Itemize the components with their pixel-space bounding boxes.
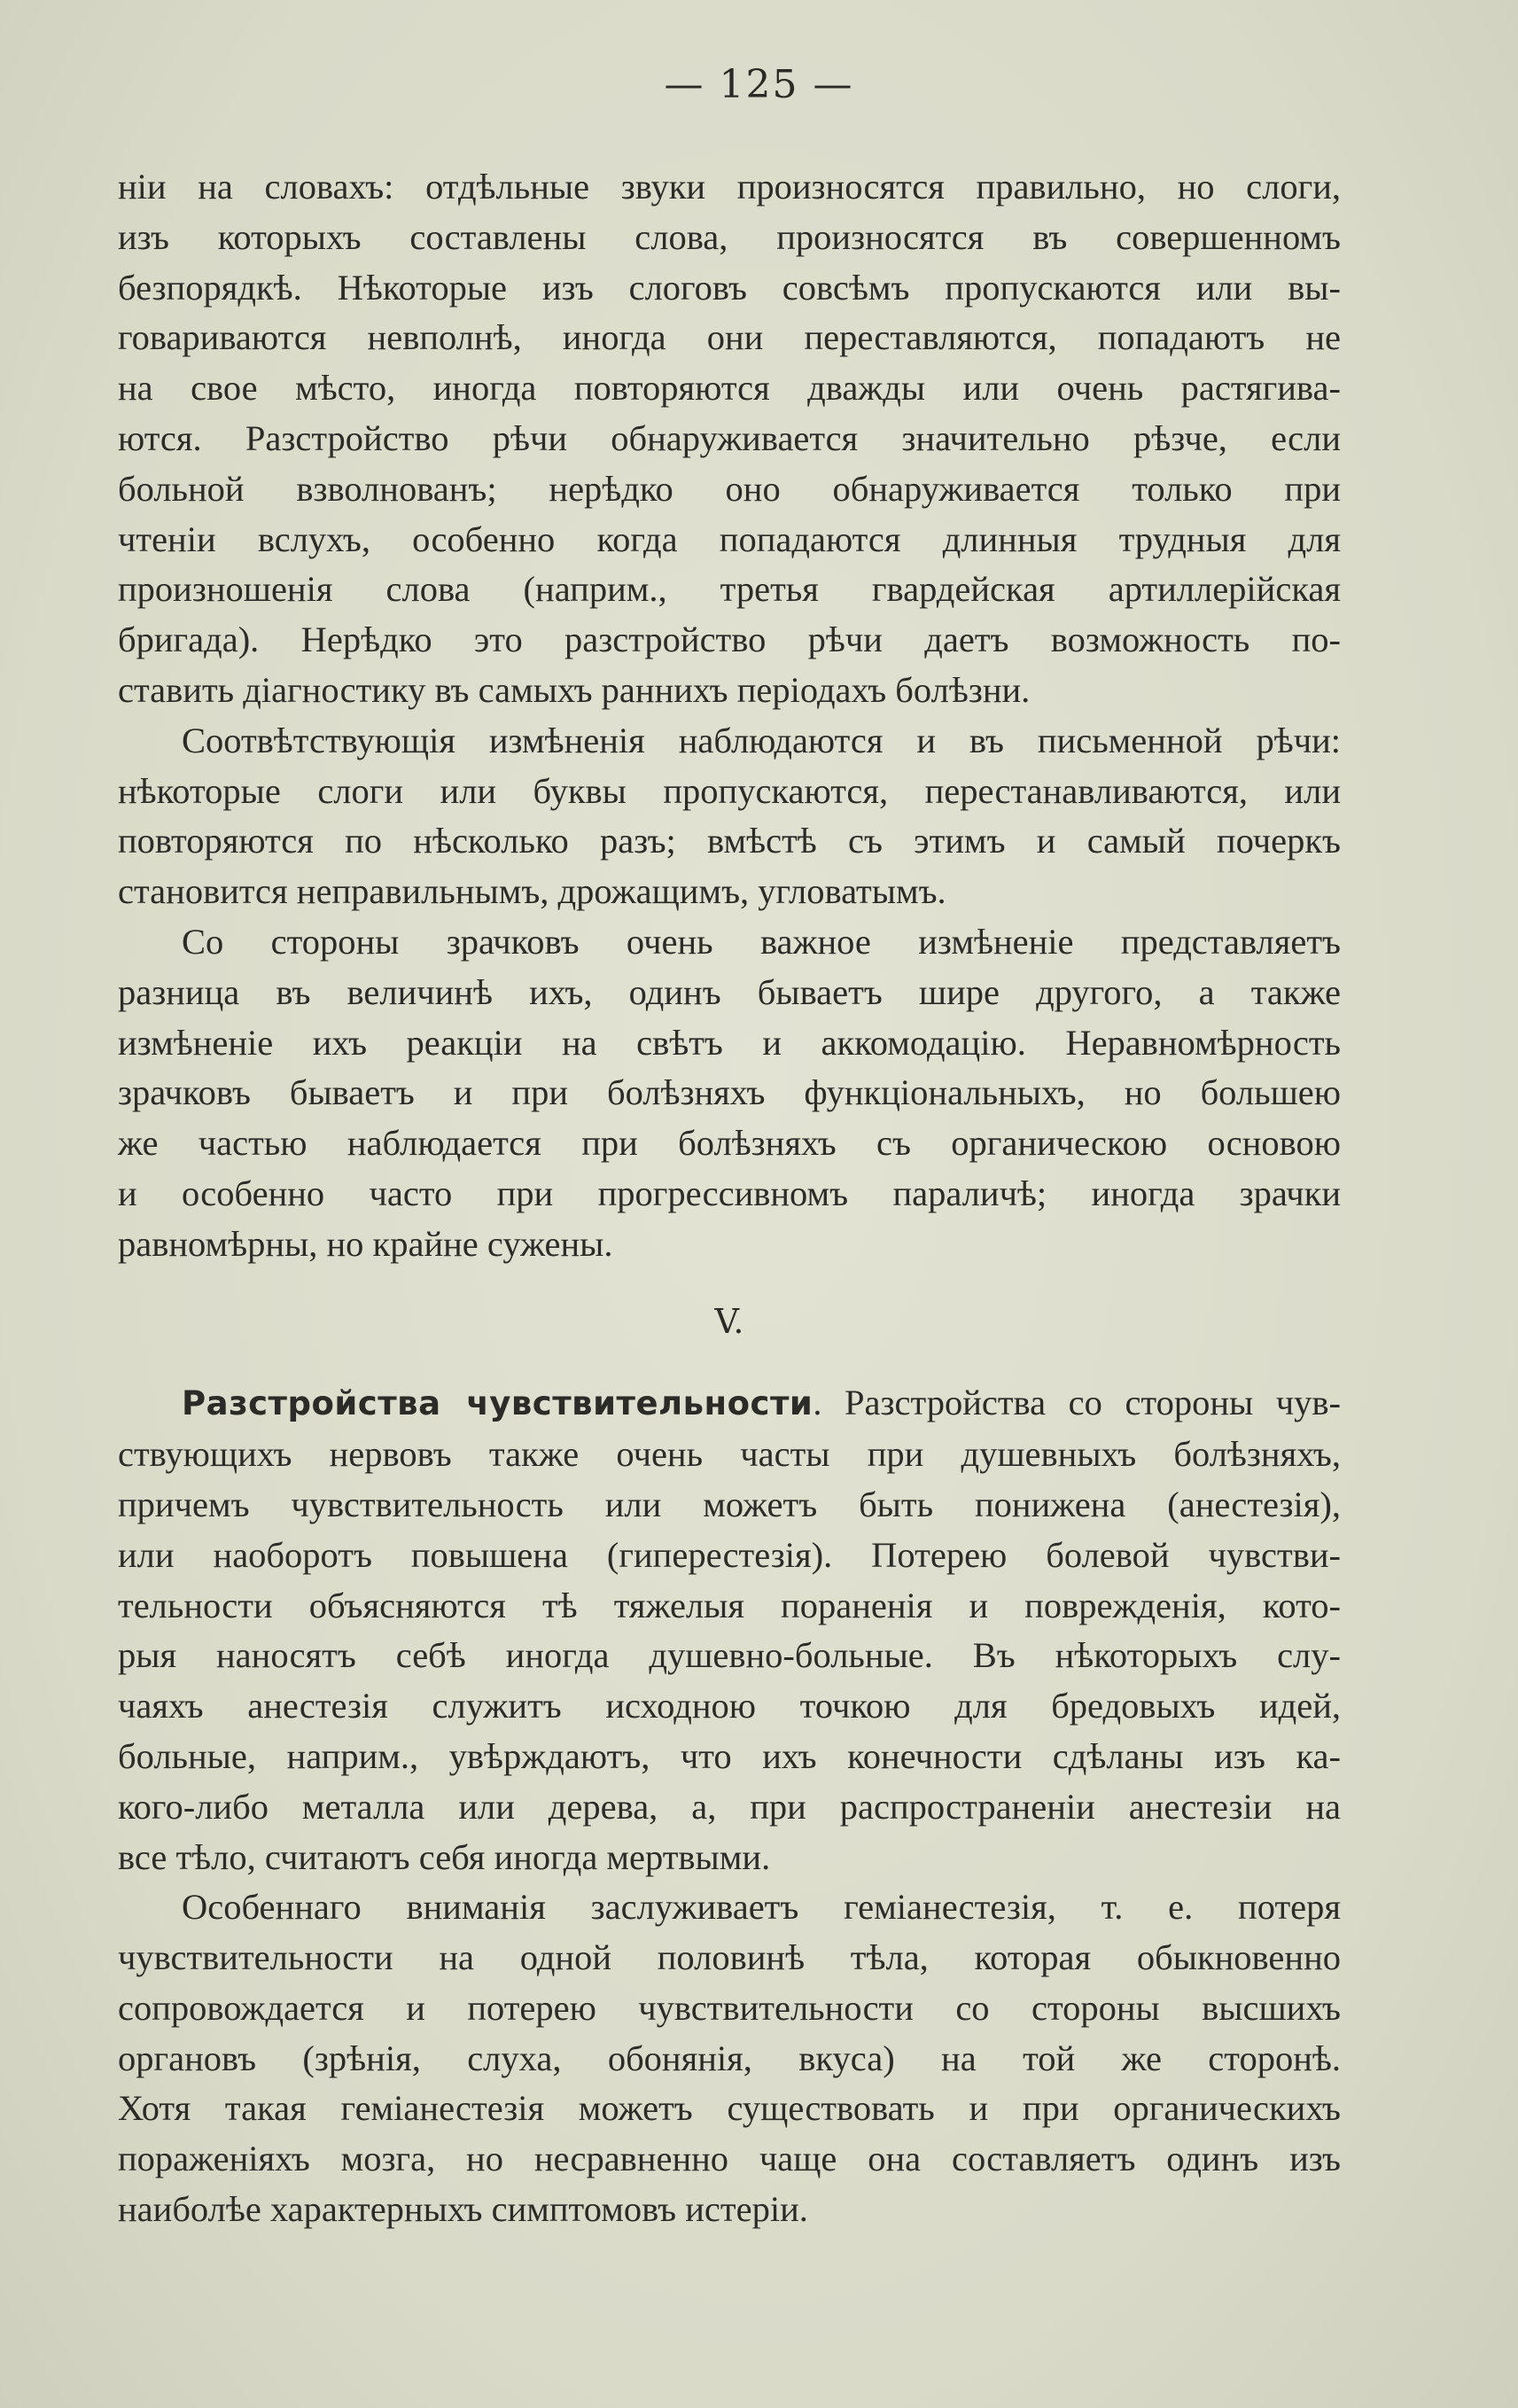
- paragraph-2: [118, 716, 1341, 917]
- text-line: кого-либо металла или дерева, а, при распространеніи анестезіи на: [118, 1786, 1341, 1827]
- text-line: безпорядкѣ. Нѣкоторые изъ слоговъ совсѣмъ пропускаются или вы-: [118, 267, 1341, 308]
- text-line: чтеніи вслухъ, особенно когда попадаются длинныя трудныя для: [118, 518, 1341, 559]
- section-paragraph-1: [118, 1378, 1341, 1882]
- text-line: [118, 1378, 1341, 1430]
- text-line: нѣкоторые слоги или буквы пропускаются, перестанавливаются, или: [118, 770, 1341, 811]
- text-line: чаяхъ анестезія служитъ исходною точкою для бредовыхъ идей,: [118, 1686, 1341, 1726]
- text-line: и особенно часто при прогрессивномъ параличѣ; иногда зрачки: [118, 1173, 1341, 1213]
- text-line: повторяются по нѣсколько разъ; вмѣстѣ съ этимъ и самый почеркъ: [118, 821, 1341, 861]
- text-line: зрачковъ бываетъ и при болѣзняхъ функціональныхъ, но большею: [118, 1072, 1341, 1113]
- text-line: измѣненіе ихъ реакціи на свѣтъ и аккомодацію. Неравномѣрность: [118, 1022, 1341, 1063]
- text-line: сопровождается и потерею чувствительности со стороны высшихъ: [118, 1987, 1341, 2028]
- text-line: ются. Разстройство рѣчи обнаруживается значительно рѣзче, если: [118, 417, 1341, 458]
- text-line: Со стороны зрачковъ очень важное измѣненіе представляетъ: [182, 921, 1341, 962]
- text-line: пораженіяхъ мозга, но несравненно чаще она составляетъ одинъ изъ: [118, 2139, 1341, 2179]
- text-line: ставить діагностику въ самыхъ раннихъ періодахъ болѣзни.: [118, 669, 1031, 710]
- bold-lead-term: Разстройства чувствительности: [182, 1384, 813, 1423]
- text-line: изъ которыхъ составлены слова, произносятся въ совершенномъ: [118, 216, 1341, 257]
- text-line: чувствительности на одной половинѣ тѣла, которая обыкновенно: [118, 1937, 1341, 1978]
- text-line: произношенія слова (наприм., третья гвардейская артиллерійская: [118, 569, 1341, 610]
- text-line: причемъ чувствительность или можетъ быть понижена (анестезія),: [118, 1484, 1341, 1524]
- text-line: больной взволнованъ; нерѣдко оно обнаруживается только при: [118, 468, 1341, 509]
- line-continuation: . Разстройства со стороны чув-: [813, 1383, 1342, 1423]
- text-line: больные, наприм., увѣрждаютъ, что ихъ конечности сдѣланы изъ ка-: [118, 1735, 1341, 1776]
- text-line: наиболѣе характерныхъ симптомовъ истеріи.: [118, 2189, 808, 2230]
- paragraph-3: [118, 917, 1341, 1270]
- text-line: все тѣло, считаютъ себя иногда мертвыми.: [118, 1836, 771, 1877]
- text-line: становится неправильнымъ, дрожащимъ, угловатымъ.: [118, 871, 946, 912]
- text-line: бригада). Нерѣдко это разстройство рѣчи даетъ возможность по-: [118, 620, 1341, 660]
- text-line: тельности объясняются тѣ тяжелыя пораненія и поврежденія, кото-: [118, 1585, 1341, 1625]
- text-line: Соотвѣтствующія измѣненія наблюдаются и въ письменной рѣчи:: [182, 720, 1341, 760]
- text-line: равномѣрны, но крайне сужены.: [118, 1223, 613, 1264]
- text-line: говариваются невполнѣ, иногда они переставляются, попадаютъ не: [118, 317, 1341, 358]
- text-line: Хотя такая геміанестезія можетъ существовать и при органическихъ: [118, 2088, 1341, 2129]
- paragraph-1: [118, 162, 1341, 716]
- text-line: на свое мѣсто, иногда повторяются дважды или очень растягива-: [118, 368, 1341, 409]
- text-line: рыя наносятъ себѣ иногда душевно-больные. Въ нѣкоторыхъ слу-: [118, 1635, 1341, 1676]
- text-line: разница въ величинѣ ихъ, одинъ бываетъ шире другого, а также: [118, 971, 1341, 1012]
- section-heading: V.: [714, 1301, 744, 1341]
- text-line: же частью наблюдается при болѣзняхъ съ органическою основою: [118, 1123, 1341, 1164]
- text-line: ніи на словахъ: отдѣльные звуки произносятся правильно, но слоги,: [118, 167, 1341, 207]
- text-line: ствующихъ нервовъ также очень часты при душевныхъ болѣзняхъ,: [118, 1434, 1341, 1475]
- body-text: [118, 162, 1341, 2235]
- text-line: органовъ (зрѣнія, слуха, обонянія, вкуса) на той же сторонѣ.: [118, 2038, 1341, 2078]
- text-line: Особеннаго вниманія заслуживаетъ геміанестезія, т. е. потеря: [182, 1887, 1341, 1928]
- text-line: или наоборотъ повышена (гиперестезія). Потерею болевой чувстви-: [118, 1534, 1341, 1575]
- page-number: — 125 —: [664, 62, 854, 107]
- section-paragraph-2: [118, 1882, 1341, 2235]
